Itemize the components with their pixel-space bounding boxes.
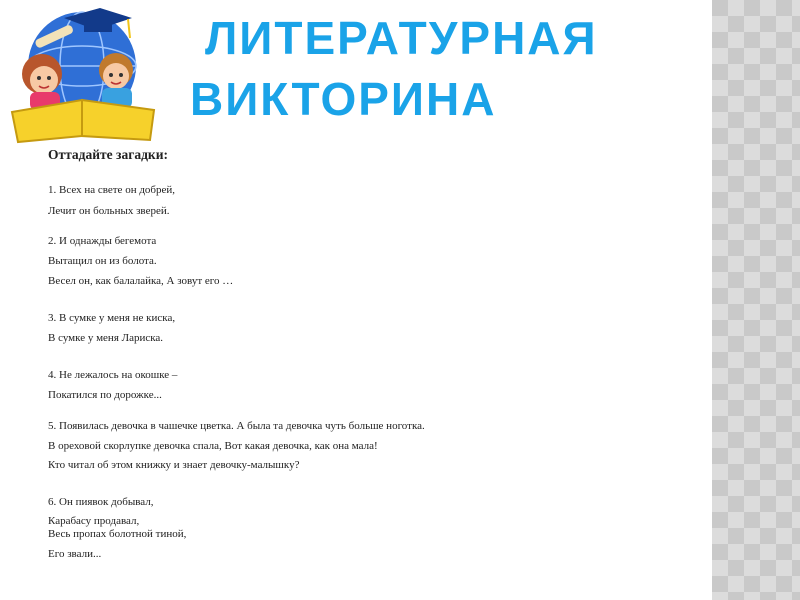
riddle-3-line-2: В сумке у меня Лариска. [48,332,164,344]
riddle-6-line-2: Карабасу продавал, [48,515,140,527]
riddle-4-line-1: 4. Не лежалось на окошке – [48,369,178,381]
riddle-2-line-1: 2. И однажды бегемота [48,235,157,247]
side-pattern [712,0,800,600]
riddle-5-line-3: Кто читал об этом книжку и знает девочку-малышку? [48,459,300,471]
riddle-5-line-2: В ореховой скорлупке девочка спала, Вот какая девочка, как она мала! [48,440,378,452]
heading: Оттадайте загадки: [48,147,168,162]
riddle-2-line-3: Весел он, как балалайка, А зовут его … [48,275,234,287]
slide-title-line2: ВИКТОРИНА [190,73,497,125]
riddle-1-line-2: Лечит он больных зверей. [48,205,170,217]
riddle-1-line-1: 1. Всех на свете он добрей, [48,184,176,196]
riddle-6-line-1: 6. Он пиявок добывал, [48,496,154,508]
riddle-2-line-2: Вытащил он из болота. [48,255,157,267]
riddle-4-line-2: Покатился по дорожке... [48,389,162,401]
children-reading-book-logo-icon [4,4,164,144]
riddle-5-line-1: 5. Появилась девочка в чашечке цветка. А была та девочка чуть больше ноготка. [48,420,425,432]
riddle-6-line-3: Весь пропах болотной тиной, [48,528,187,540]
slide-title-line1: ЛИТЕРАТУРНАЯ [205,12,598,64]
riddle-6-line-4: Его звали... [48,548,102,560]
riddle-3-line-1: 3. В сумке у меня не киска, [48,312,176,324]
